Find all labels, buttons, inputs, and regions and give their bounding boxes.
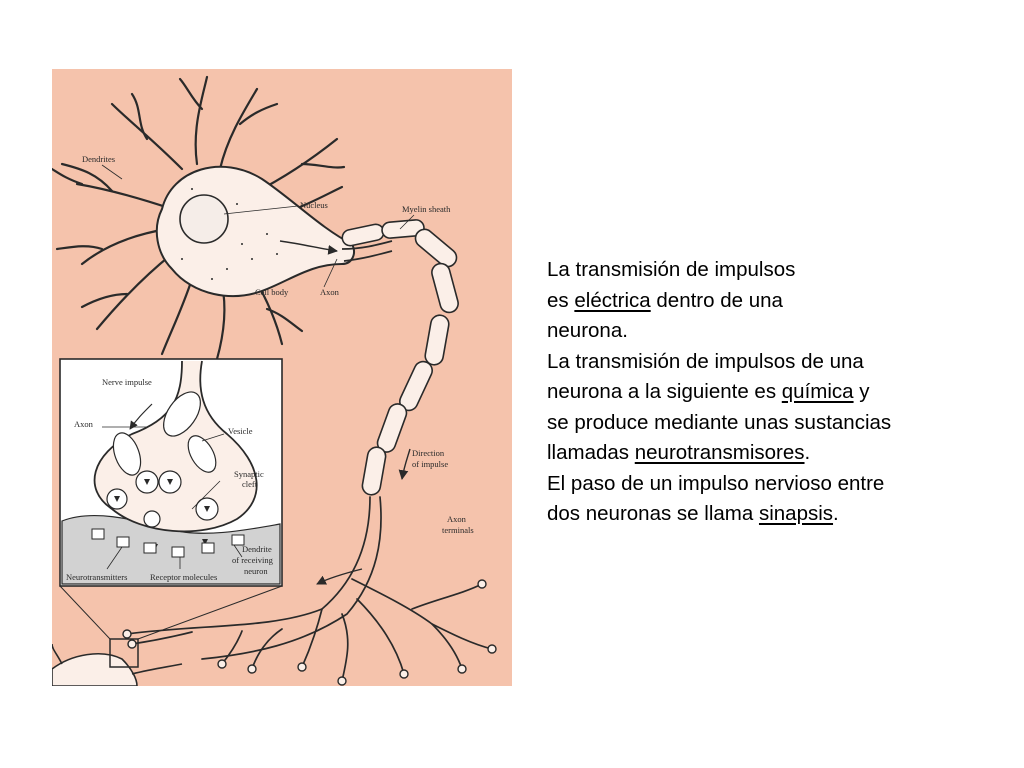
- text-fragment: dentro de una: [650, 288, 783, 312]
- text-fragment: .: [833, 502, 839, 525]
- text-fragment: dos neuronas se llama: [547, 502, 759, 525]
- label-dendrites: Dendrites: [82, 154, 116, 164]
- paragraph-synapse: [547, 469, 1007, 530]
- text-fragment: .: [804, 441, 811, 464]
- inset-label-neuron: neuron: [244, 566, 268, 576]
- label-nucleus: Nucleus: [300, 200, 328, 210]
- keyword-quimica: química: [781, 380, 854, 403]
- text-fragment: es: [547, 288, 575, 312]
- inset-label-nerve-impulse: Nerve impulse: [102, 377, 152, 387]
- inset-label-neurotransmitters: Neurotransmitters: [66, 572, 128, 582]
- text-line: se produce mediante unas sustancias: [547, 410, 892, 434]
- receiving-neuron: [52, 639, 182, 686]
- inset-label-of-receiving: of receiving: [232, 555, 273, 565]
- inset-label-receptor-molecules: Receptor molecules: [150, 572, 218, 582]
- text-fragment: llamadas: [547, 441, 635, 464]
- inset-label-cleft: cleft: [242, 479, 258, 489]
- text-fragment: y: [853, 380, 870, 403]
- text-line: La transmisión de impulsos de una: [547, 349, 864, 373]
- label-direction: Direction: [412, 448, 445, 458]
- paragraph-electrical: [547, 255, 1007, 347]
- zoom-lines: [60, 586, 282, 639]
- text-line: El paso de un impulso nervioso entre: [547, 471, 885, 495]
- text-line: neurona.: [547, 319, 628, 342]
- inset-label-axon: Axon: [74, 419, 93, 429]
- keyword-sinapsis: sinapsis: [758, 502, 834, 525]
- keyword-electrica: eléctrica: [574, 288, 651, 312]
- label-axon-terminals-1: Axon: [447, 514, 466, 524]
- label-of-impulse: of impulse: [412, 459, 449, 469]
- inset-label-dendrite: Dendrite: [242, 544, 272, 554]
- neuron-diagram: [52, 69, 512, 686]
- inset-label-vesicle: Vesicle: [228, 426, 253, 436]
- text-fragment: neurona a la siguiente es: [547, 380, 782, 403]
- label-cell-body: Cell body: [255, 287, 289, 297]
- keyword-neurotransmisores: neurotransmisores: [634, 441, 805, 464]
- text-line: La transmisión de impulsos: [547, 258, 796, 281]
- inset-label-synaptic: Synaptic: [234, 469, 264, 479]
- label-myelin-sheath: Myelin sheath: [402, 204, 451, 214]
- label-axon: Axon: [320, 287, 339, 297]
- neuron-illustration: [52, 69, 512, 686]
- nucleus: [180, 195, 228, 243]
- paragraph-chemical: [547, 347, 1007, 469]
- explanation-text: [547, 255, 1007, 530]
- label-axon-terminals-2: terminals: [442, 525, 474, 535]
